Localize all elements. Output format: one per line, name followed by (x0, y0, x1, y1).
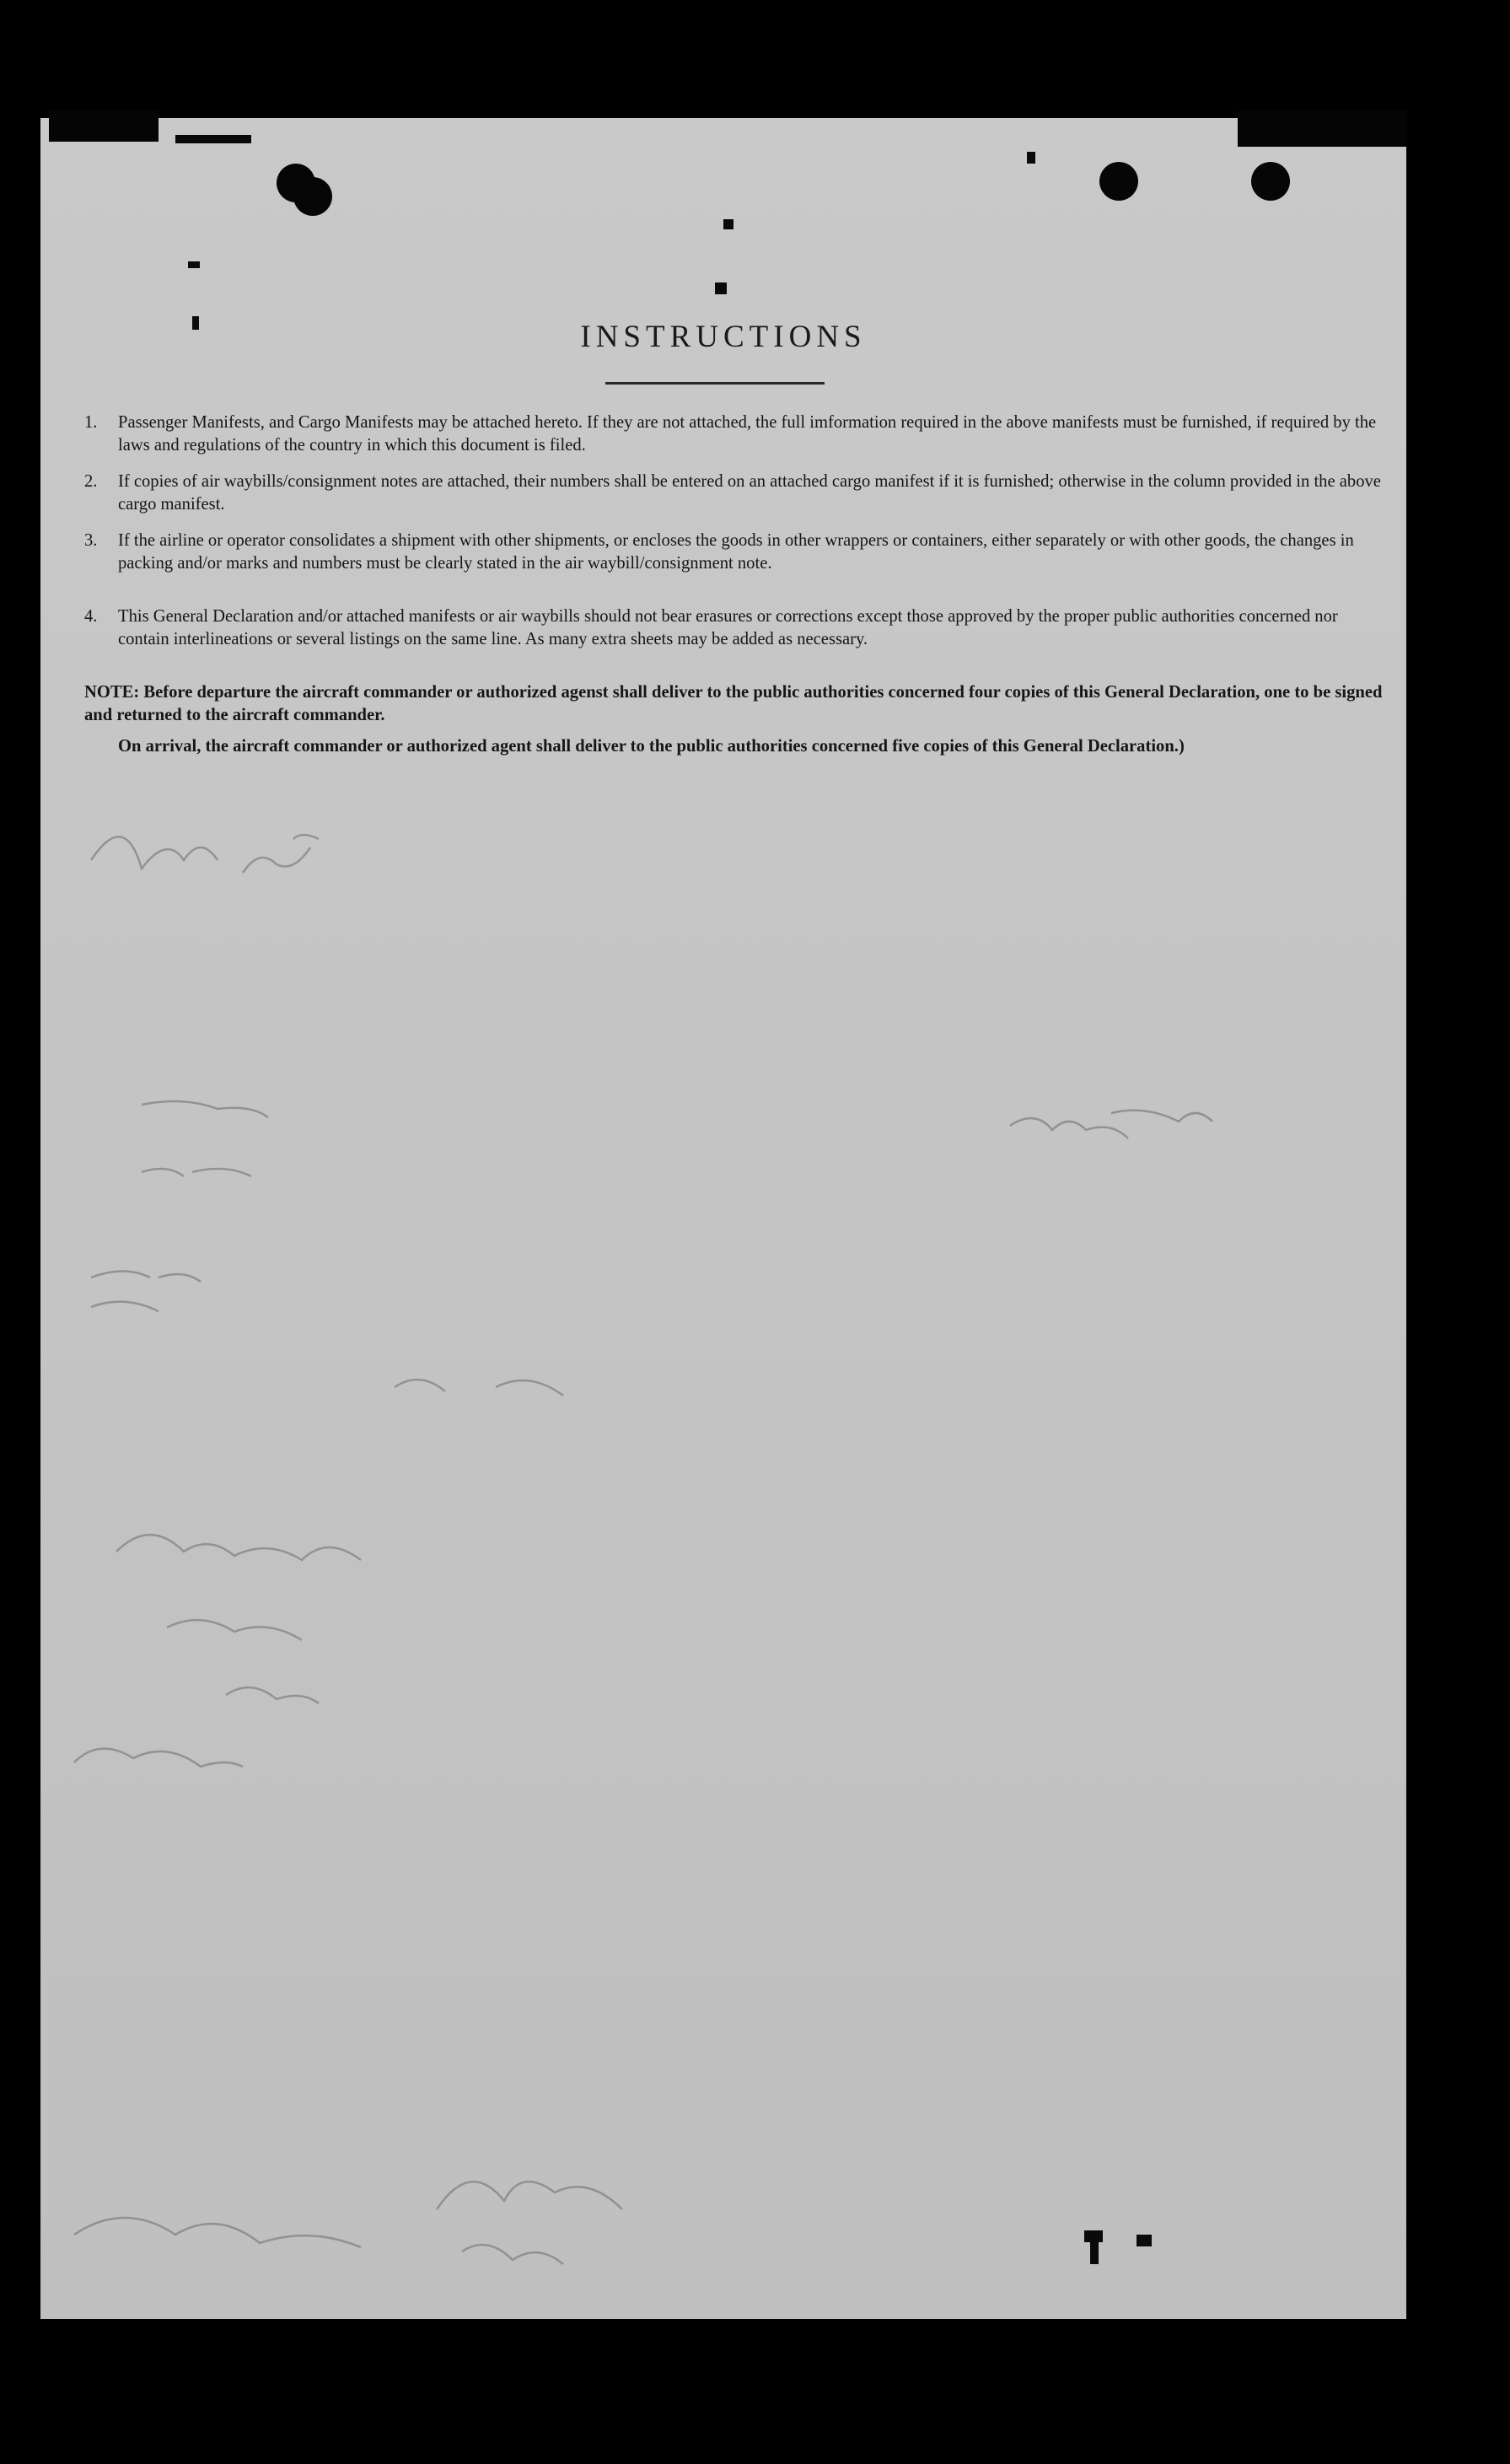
note-arrival-text: On arrival, the aircraft commander or authorized agent shall deliver to the public authorities concerned five copies of this General Declaration.) (118, 737, 1185, 756)
note-label: NOTE: (84, 683, 140, 702)
item-text: Passenger Manifests, and Cargo Manifests may be attached hereto. If they are not attached, the full imformation required in the above manifests must be furnished, if required by the laws and regulations of the country in which this document is filed. (118, 413, 1377, 455)
instructions-title: INSTRUCTIONS (580, 320, 867, 354)
item-text: This General Declaration and/or attached manifests or air waybills should not bear erasures or corrections except those approved by the proper public authorities concerned nor contain interlineations or several listings on the same line. As many extra sheets may be added as necessary. (118, 607, 1338, 648)
handwritten-annotations (40, 118, 1406, 2319)
note-text: Before departure the aircraft commander or authorized agenst shall deliver to the public authorities concerned four copies of this General Declaration, one to be signed and returned to the aircraft commander. (84, 683, 1383, 724)
speck (1027, 152, 1035, 164)
item-number: 4. (84, 607, 98, 626)
item-number: 2. (84, 472, 98, 491)
speck (175, 135, 251, 143)
item-text: If the airline or operator consolidates a shipment with other shipments, or encloses the goods in other wrappers or containers, either separately or with other goods, the changes in packing and/or marks and numbers must be clearly stated in the air waybill/consignment note. (118, 531, 1354, 573)
speck (192, 316, 199, 330)
speck (715, 282, 727, 294)
speck (723, 219, 734, 229)
item-number: 1. (84, 413, 98, 432)
item-text: If copies of air waybills/consignment notes are attached, their numbers shall be entered on an attached cargo manifest if it is furnished; otherwise in the column provided in the above cargo manifest. (118, 472, 1381, 514)
speck (1137, 2235, 1152, 2246)
item-number: 3. (84, 531, 98, 550)
speck (188, 261, 200, 268)
speck (1084, 2230, 1103, 2242)
document-page (40, 118, 1406, 2319)
